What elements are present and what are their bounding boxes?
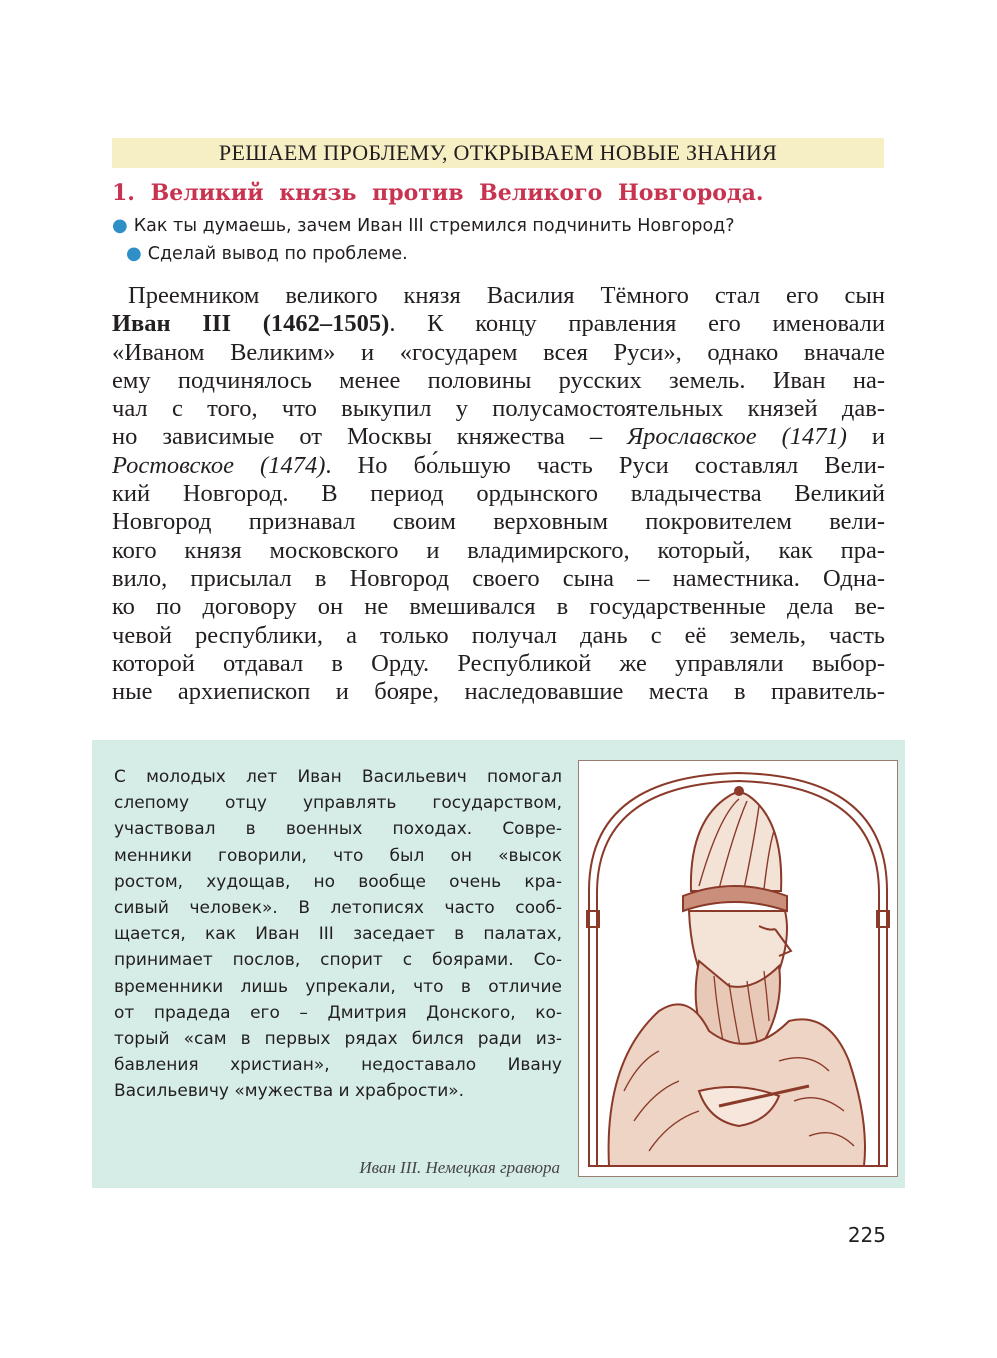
section-banner: РЕШАЕМ ПРОБЛЕМУ, ОТКРЫВАЕМ НОВЫЕ ЗНАНИЯ	[112, 138, 884, 168]
principality-name: Ярославское (1471)	[627, 423, 847, 451]
ivan-iii-engraving	[578, 760, 898, 1177]
ruler-name: Иван III (1462–1505)	[112, 310, 390, 338]
question-item	[112, 240, 892, 268]
text-run: но зависимые от Москвы княжества –	[112, 423, 628, 451]
paragraph-line: вило, присылал в Новгород своего сына – наместника. Одна-	[112, 564, 885, 592]
question-text: Как ты думаешь, зачем Иван III стремился подчинить Новгород?	[133, 216, 735, 236]
paragraph-line: чевой республики, а только получал дань с её земель, часть	[112, 621, 885, 649]
paragraph-line	[112, 310, 885, 338]
paragraph-line: ему подчинялось менее половины русских земель. Иван на-	[112, 366, 885, 394]
question-item	[112, 212, 892, 240]
info-box	[92, 740, 905, 1188]
info-line: слепому отцу управлять государством,	[114, 793, 562, 814]
info-line: бавления христиан», недоставало Ивану	[114, 1055, 562, 1076]
paragraph-line: ко по договору он не вмешивался в государственные дела ве-	[112, 593, 885, 621]
engraving-image	[579, 761, 897, 1176]
paragraph-line: Преемником великого князя Василия Тёмного стал его сын	[128, 282, 885, 309]
paragraph-line: «Иваном Великим» и «государем всея Руси», однако вначале	[112, 338, 885, 366]
paragraph-line	[112, 452, 885, 480]
paragraph-line: кого князя московского и владимирского, который, как пра-	[112, 536, 885, 564]
text-run: . К концу правления его именовали	[389, 310, 886, 338]
section-heading: 1. Великий князь против Великого Новгорода.	[112, 180, 764, 206]
bullet-icon: ●	[112, 215, 128, 236]
info-line: участвовал в военных походах. Совре-	[114, 819, 562, 840]
info-line: С молодых лет Иван Васильевич помогал	[114, 767, 562, 787]
hat	[683, 786, 787, 911]
info-line: ростом, худощав, но вообще очень кра-	[114, 871, 562, 892]
bullet-icon: ●	[126, 243, 142, 264]
page-number: 225	[847, 1223, 886, 1247]
paragraph-line: чал с того, что выкупил у полусамостоятельных князей дав-	[112, 395, 885, 423]
paragraph-line: ные архиепископ и бояре, наследовавшие места в правитель-	[112, 678, 885, 706]
info-line: временники лишь упрекали, что в отличие	[114, 976, 562, 997]
main-paragraph	[112, 282, 885, 706]
info-line: менники говорили, что был он «высок	[114, 845, 562, 866]
paragraph-line: которой отдавал в Орду. Республикой же управляли выбор-	[112, 649, 885, 677]
info-line: сивый человек». В летописях часто сооб-	[114, 898, 562, 919]
question-text: Сделай вывод по проблеме.	[147, 244, 408, 264]
text-run: . Но бо́льшую часть Руси составлял Вели-	[325, 451, 885, 479]
principality-name: Ростовское (1474)	[112, 451, 326, 479]
paragraph-line	[112, 423, 885, 451]
info-line: щается, как Иван III заседает в палатах,	[114, 924, 562, 945]
info-line: принимает послов, спорит с боярами. Со-	[114, 950, 562, 971]
engraving-caption: Иван III. Немецкая гравюра	[359, 1158, 560, 1177]
info-line: от прадеда его – Дмитрия Донского, ко-	[114, 1002, 562, 1023]
questions-block	[112, 212, 892, 268]
info-text	[114, 764, 562, 1105]
info-line: Васильевичу «мужества и храбрости».	[114, 1081, 465, 1102]
paragraph-line: Новгород признавал своим верховным покровителем вели-	[112, 508, 885, 536]
text-run: и	[846, 423, 885, 451]
paragraph-line: кий Новгород. В период ордынского владычества Великий	[112, 480, 885, 508]
info-line: торый «сам в первых рядах бился ради из-	[114, 1029, 562, 1050]
